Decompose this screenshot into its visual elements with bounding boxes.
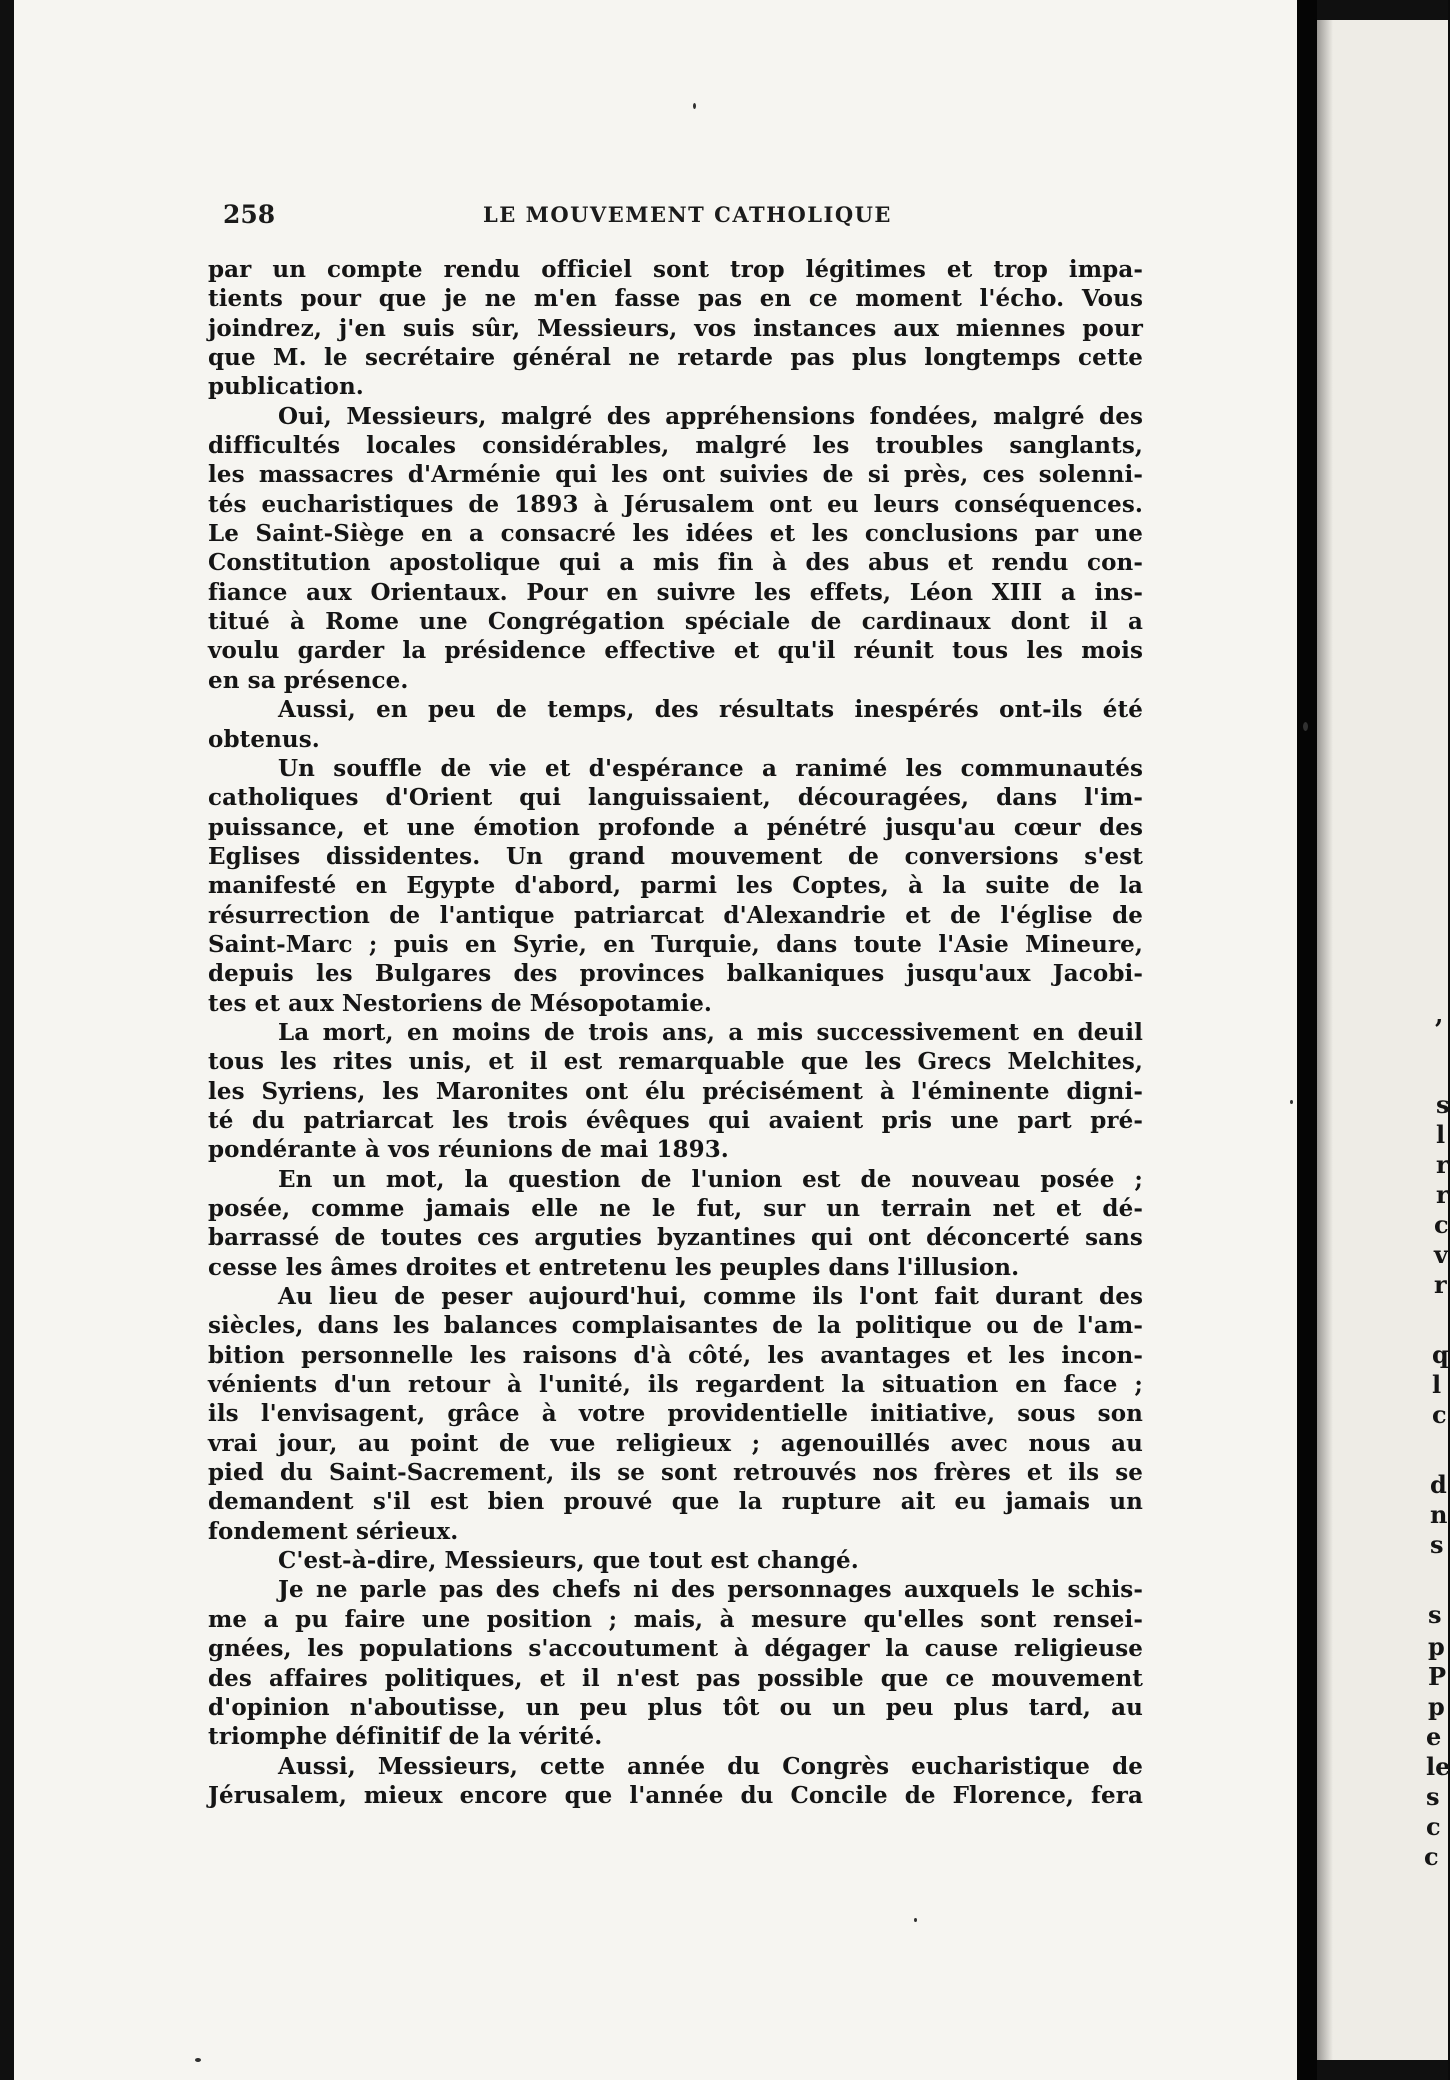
text-line: tients pour que je ne m'en fasse pas en ce moment l'écho. Vous xyxy=(208,285,1143,313)
text-line: pondérante à vos réunions de mai 1893. xyxy=(208,1136,729,1164)
text-line: barrassé de toutes ces arguties byzantines qui ont déconcerté sans xyxy=(208,1224,1143,1252)
text-line: Aussi, Messieurs, cette année du Congrès eucharistique de xyxy=(278,1752,1143,1780)
facing-page-fragment: r xyxy=(1434,1270,1447,1299)
facing-page-fragment: d xyxy=(1430,1470,1447,1499)
facing-page-fragment: c xyxy=(1434,1210,1449,1239)
text-line: fiance aux Orientaux. Pour en suivre les effets, Léon XIII a ins- xyxy=(208,578,1143,606)
text-line: obtenus. xyxy=(208,725,320,753)
facing-page-fragment: e xyxy=(1426,1722,1442,1751)
text-line: En un mot, la question de l'union est de nouveau posée ; xyxy=(278,1165,1143,1193)
facing-page-fragment: r xyxy=(1436,1180,1449,1209)
text-line: Jérusalem, mieux encore que l'année du Concile de Florence, fera xyxy=(208,1781,1143,1809)
text-line: Aussi, en peu de temps, des résultats inespérés ont-ils été xyxy=(278,696,1143,724)
scan-speck xyxy=(1303,722,1308,731)
text-line: pied du Saint-Sacrement, ils se sont retrouvés nos frères et ils se xyxy=(208,1459,1143,1487)
running-head: LE MOUVEMENT CATHOLIQUE xyxy=(483,202,892,227)
text-line: titué à Rome une Congrégation spéciale de cardinaux dont il a xyxy=(208,608,1143,636)
text-line: gnées, les populations s'accoutument à dégager la cause religieuse xyxy=(208,1635,1143,1663)
text-line: Oui, Messieurs, malgré des appréhensions fondées, malgré des xyxy=(278,402,1143,430)
text-line: siècles, dans les balances complaisantes de la politique ou de l'am- xyxy=(208,1312,1143,1340)
text-line: depuis les Bulgares des provinces balkaniques jusqu'aux Jacobi- xyxy=(208,960,1143,988)
text-line: ils l'envisagent, grâce à votre providentielle initiative, sous son xyxy=(208,1400,1143,1428)
text-line: que M. le secrétaire général ne retarde pas plus longtemps cette xyxy=(208,344,1143,372)
facing-page-fragment: c xyxy=(1426,1812,1441,1841)
text-line: Le Saint-Siège en a consacré les idées et les conclusions par une xyxy=(208,520,1143,548)
text-line: vrai jour, au point de vue religieux ; agenouillés avec nous au xyxy=(208,1429,1143,1457)
text-line: tes et aux Nestoriens de Mésopotamie. xyxy=(208,989,713,1017)
text-line: Eglises dissidentes. Un grand mouvement de conversions s'est xyxy=(208,842,1143,870)
facing-page-fragment: , xyxy=(1435,1000,1444,1029)
text-line: cesse les âmes droites et entretenu les peuples dans l'illusion. xyxy=(208,1253,1020,1281)
body-text xyxy=(208,255,1143,1810)
text-line: les massacres d'Arménie qui les ont suivies de si près, ces solenni- xyxy=(208,461,1143,489)
text-line: Au lieu de peser aujourd'hui, comme ils l'ont fait durant des xyxy=(278,1283,1143,1311)
text-line: d'opinion n'aboutisse, un peu plus tôt ou un peu plus tard, au xyxy=(208,1693,1143,1721)
facing-page-fragment: n xyxy=(1430,1500,1448,1529)
scan-speck xyxy=(195,2058,201,2062)
facing-page-fragment: q xyxy=(1432,1340,1449,1369)
facing-page-fragment: le xyxy=(1426,1752,1450,1781)
text-line: manifesté en Egypte d'abord, parmi les Coptes, à la suite de la xyxy=(208,872,1143,900)
text-line: en sa présence. xyxy=(208,666,409,694)
text-line: triomphe définitif de la vérité. xyxy=(208,1723,603,1751)
text-line: fondement sérieux. xyxy=(208,1517,459,1545)
text-line: des affaires politiques, et il n'est pas possible que ce mouvement xyxy=(208,1664,1143,1692)
text-line: bition personnelle les raisons d'à côté, les avantages et les incon- xyxy=(208,1341,1143,1369)
facing-page-fragment: s xyxy=(1426,1782,1440,1811)
facing-page-fragment: r xyxy=(1436,1150,1449,1179)
facing-page-fragment: c xyxy=(1424,1842,1439,1871)
facing-page-fragment: s xyxy=(1428,1600,1442,1629)
book-gutter xyxy=(1297,0,1317,2080)
text-line: catholiques d'Orient qui languissaient, découragées, dans l'im- xyxy=(208,784,1143,812)
text-line: voulu garder la présidence effective et qu'il réunit tous les mois xyxy=(208,637,1143,665)
text-line: té du patriarcat les trois évêques qui avaient pris une part pré- xyxy=(208,1106,1143,1134)
page-number: 258 xyxy=(223,200,276,229)
text-line: tous les rites unis, et il est remarquable que les Grecs Melchites, xyxy=(208,1048,1143,1076)
facing-page-fragment: P xyxy=(1428,1662,1447,1691)
facing-page-fragment: v xyxy=(1434,1240,1448,1269)
text-line: demandent s'il est bien prouvé que la rupture ait eu jamais un xyxy=(208,1488,1143,1516)
facing-page-fragment: s xyxy=(1436,1090,1450,1119)
text-line: C'est-à-dire, Messieurs, que tout est changé. xyxy=(278,1547,859,1575)
facing-page-fragment: c xyxy=(1432,1400,1447,1429)
text-line: les Syriens, les Maronites ont élu précisément à l'éminente digni- xyxy=(208,1077,1143,1105)
text-line: posée, comme jamais elle ne le fut, sur un terrain net et dé- xyxy=(208,1195,1143,1222)
text-line: Je ne parle pas des chefs ni des personnages auxquels le schis- xyxy=(278,1576,1143,1604)
scan-speck xyxy=(693,103,696,109)
scan-speck xyxy=(914,1918,917,1922)
text-line: par un compte rendu officiel sont trop légitimes et trop impa- xyxy=(208,256,1143,283)
facing-page-fragment: p xyxy=(1428,1632,1445,1661)
page-header xyxy=(223,200,1140,230)
text-line: tés eucharistiques de 1893 à Jérusalem ont eu leurs conséquences. xyxy=(208,490,1143,518)
facing-page-shadow xyxy=(1317,20,1333,2060)
text-line: Saint-Marc ; puis en Syrie, en Turquie, dans toute l'Asie Mineure, xyxy=(208,930,1143,958)
scan-speck xyxy=(1290,1100,1293,1104)
text-line: Constitution apostolique qui a mis fin à des abus et rendu con- xyxy=(208,549,1143,577)
text-line: La mort, en moins de trois ans, a mis successivement en deuil xyxy=(278,1018,1143,1046)
text-line: difficultés locales considérables, malgré les troubles sanglants, xyxy=(208,432,1143,460)
facing-page-fragment: s xyxy=(1430,1530,1444,1559)
facing-page-fragment: l xyxy=(1432,1370,1442,1399)
text-line: vénients d'un retour à l'unité, ils regardent la situation en face ; xyxy=(208,1371,1143,1399)
facing-page-fragment: p xyxy=(1428,1692,1445,1721)
text-line: puissance, et une émotion profonde a pénétré jusqu'au cœur des xyxy=(208,813,1143,841)
text-line: publication. xyxy=(208,373,364,401)
text-line: joindrez, j'en suis sûr, Messieurs, vos instances aux miennes pour xyxy=(208,314,1143,342)
text-line: résurrection de l'antique patriarcat d'Alexandrie et de l'église de xyxy=(208,901,1143,929)
text-line: me a pu faire une position ; mais, à mesure qu'elles sont rensei- xyxy=(208,1605,1143,1633)
text-line: Un souffle de vie et d'espérance a ranimé les communautés xyxy=(278,754,1143,782)
facing-page-fragment: l xyxy=(1436,1120,1446,1149)
